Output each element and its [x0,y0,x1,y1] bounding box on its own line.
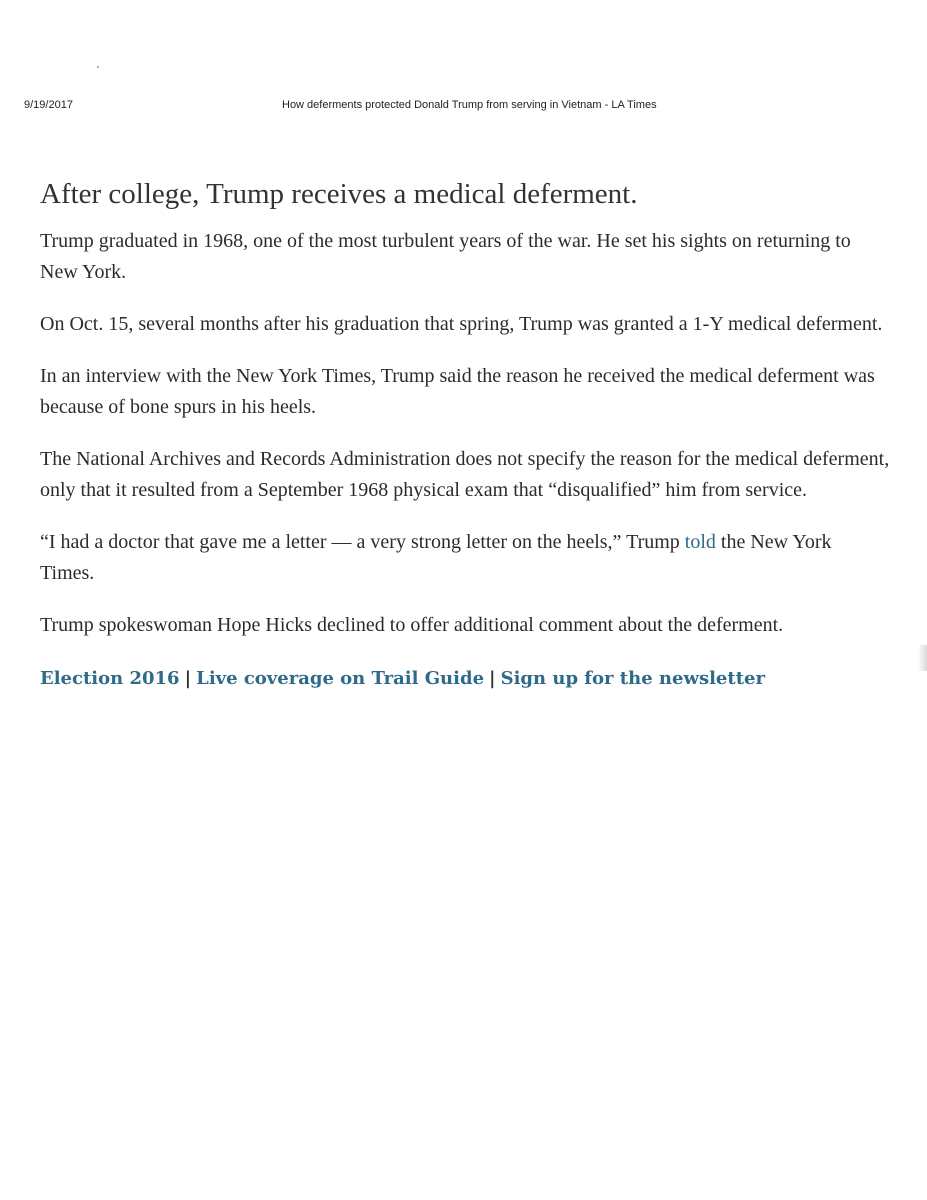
scan-artifact [97,66,99,68]
trail-guide-link[interactable]: Live coverage on Trail Guide [196,668,485,689]
paragraph-national-archives: The National Archives and Records Administration does not specify the reason for the medical deferment, only that it resulted from a September 1968 physical exam that “disqualified” him from service. [40,448,890,501]
section-headline: After college, Trump receives a medical deferment. [40,178,638,210]
paragraph-spokeswoman: Trump spokeswoman Hope Hicks declined to offer additional comment about the deferment. [40,614,784,636]
print-header [0,99,927,115]
paragraph-bone-spurs: In an interview with the New York Times, Trump said the reason he received the medical deferment was because of bone spurs in his heels. [40,365,875,418]
print-page-title: How deferments protected Donald Trump from serving in Vietnam - LA Times [282,99,657,111]
paragraph-graduation: Trump graduated in 1968, one of the most turbulent years of the war. He set his sights on returning to New York. [40,230,851,283]
newsletter-signup-link[interactable]: Sign up for the newsletter [500,668,765,689]
scan-edge-mark [918,645,927,671]
article-body [40,174,890,693]
paragraph-deferment-granted: On Oct. 15, several months after his graduation that spring, Trump was granted a 1-Y medical deferment. [40,313,883,335]
related-links-bar [40,665,890,693]
told-link[interactable]: told [684,531,716,553]
link-separator: | [489,668,496,689]
print-date: 9/19/2017 [24,99,73,111]
quote-text: “I had a doctor that gave me a letter — a very strong letter on the heels,” Trump [40,531,685,553]
paragraph-quote [40,527,890,589]
election-2016-link[interactable]: Election 2016 [40,668,180,689]
quote-text-end: the New York Times. [40,531,832,584]
link-separator: | [184,668,192,689]
